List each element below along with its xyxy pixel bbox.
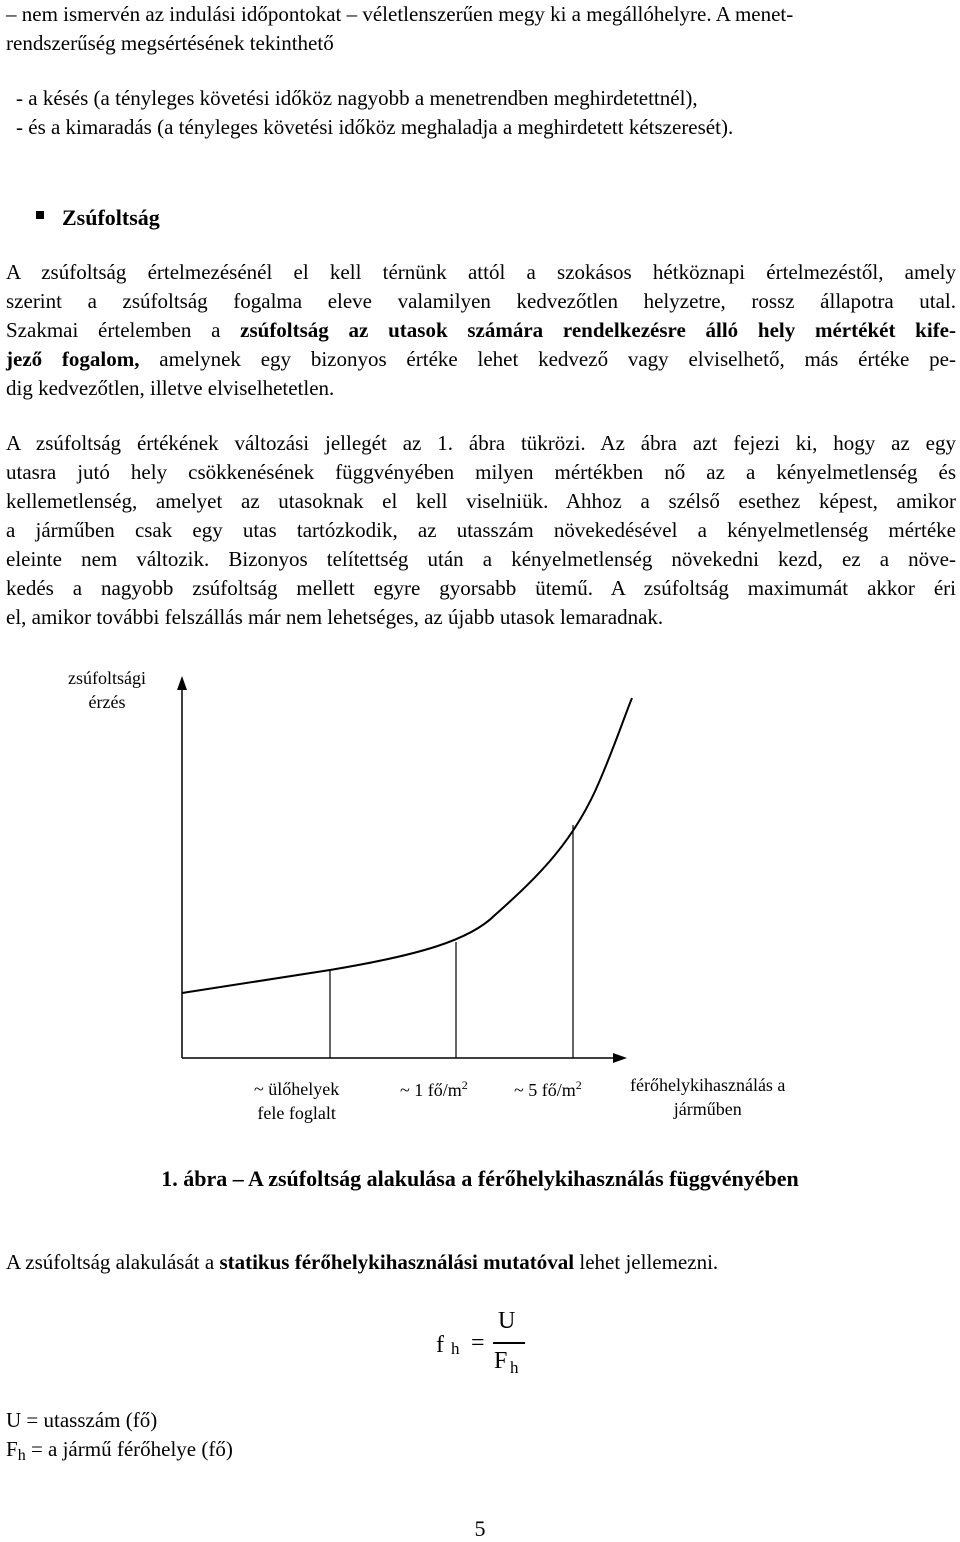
definition-symbol: F: [6, 1437, 18, 1461]
definition-subscript: h: [17, 1447, 26, 1464]
formula-f: f: [436, 1332, 444, 1358]
x-tick-line: fele foglalt: [257, 1103, 336, 1124]
x-axis-label: [630, 1073, 785, 1122]
formula-denominator: F: [494, 1348, 508, 1374]
formula: [436, 1306, 546, 1386]
y-axis-label-line: zsúfoltsági: [68, 668, 146, 688]
figure-caption: 1. ábra – A zsúfoltság alakulása a férőhelykihasználás függvényében: [161, 1166, 799, 1191]
formula-numerator: U: [498, 1308, 516, 1334]
paragraph-text: amelynek egy bizonyos értéke lehet kedvező vagy elviselhető, más értéke pe-: [139, 347, 956, 371]
superscript: 2: [575, 1078, 582, 1092]
paragraph-line: A zsúfoltság értelmezésénél el kell térnünk attól a szokásos hétköznapi értelmezéstől, amely: [6, 260, 956, 284]
x-tick-1-per-m2: [400, 1077, 468, 1102]
list-item-delay: - a késés (a tényleges követési időköz nagyobb a menetrendben meghirdetettnél),: [16, 86, 698, 110]
x-axis-label-line: férőhelykihasználás a: [630, 1075, 786, 1095]
formula-denominator-subscript: h: [510, 1358, 519, 1377]
x-tick-text: ~ 5 fő/m: [514, 1080, 576, 1100]
paragraph-line: dig kedvezőtlen, illetve elviselhetetlen.: [6, 376, 335, 400]
page-number: 5: [474, 1516, 486, 1541]
x-tick-text: ~ 1 fő/m: [400, 1080, 462, 1100]
x-axis-arrow-icon: [613, 1053, 627, 1063]
x-tick-line: ~ ülőhelyek: [254, 1079, 340, 1099]
x-tick-half-seats: [254, 1077, 339, 1126]
formula-f-subscript: h: [451, 1339, 460, 1358]
paragraph-text: A zsúfoltság alakulását a: [6, 1250, 220, 1274]
superscript: 2: [461, 1078, 468, 1092]
definition-bold: statikus férőhelykihasználási mutatóval: [219, 1250, 575, 1274]
intro-line-2: rendszerűség megsértésének tekinthető: [6, 31, 334, 55]
paragraph-line: kellemetlenség, amelyet az utasoknak el kell viselniük. Ahhoz a szélső esethez képest, amikor: [6, 489, 956, 513]
y-axis-arrow-icon: [177, 676, 187, 690]
paragraph-line: A zsúfoltság értékének változási jellegét az 1. ábra tükrözi. Az ábra azt fejezi ki, hogy az egy: [6, 431, 956, 455]
paragraph-text: lehet jellemezni.: [574, 1250, 719, 1274]
section-title: Zsúfoltság: [62, 205, 160, 230]
list-item-cancellation: - és a kimaradás (a tényleges követési időköz meghaladja a meghirdetett kétszeresét).: [16, 115, 734, 139]
paragraph-line: utasra jutó hely csökkenésének függvényében milyen mértékben nő az a kényelmetlenség és: [6, 460, 956, 484]
paragraph-line: kedés a nagyobb zsúfoltság mellett egyre gyorsabb ütemű. A zsúfoltság maximumát akkor éri: [6, 576, 956, 600]
x-axis-label-line: járműben: [673, 1099, 742, 1120]
paragraph-line: a járműben csak egy utas tartózkodik, az utasszám növekedésével a kényelmetlenség mértéke: [6, 518, 956, 542]
definition-text: = a jármű férőhelye (fő): [25, 1437, 233, 1461]
y-axis-label-line: érzés: [88, 692, 126, 713]
paragraph-line: szerint a zsúfoltság fogalma eleve valamilyen kedvezőtlen helyzetre, rossz állapotra utal.: [6, 289, 956, 313]
paragraph-line: el, amikor további felszállás már nem lehetséges, az újabb utasok lemaradnak.: [6, 605, 664, 629]
paragraph-line: [6, 1252, 718, 1273]
paragraph-text: Szakmai értelemben a: [6, 318, 241, 342]
definition-bold: zsúfoltság az utasok számára rendelkezésre álló hely mértékét kife-: [240, 318, 956, 342]
x-tick-5-per-m2: [514, 1077, 582, 1102]
crowding-curve: [182, 698, 632, 993]
formula-equals: =: [471, 1330, 485, 1356]
fraction-bar: [493, 1342, 525, 1344]
y-axis-label: [68, 666, 146, 715]
intro-line-1: – nem ismervén az indulási időpontokat – véletlenszerűen megy ki a megállóhelyre. A menet-: [6, 2, 794, 26]
definition-u: U = utasszám (fő): [6, 1408, 158, 1432]
paragraph-line: eleinte nem változik. Bizonyos telítettség után a kényelmetlenség növekedni kezd, ez a növe-: [6, 547, 956, 571]
definition-bold: jező fogalom,: [6, 347, 140, 371]
definition-fh: [6, 1439, 233, 1464]
